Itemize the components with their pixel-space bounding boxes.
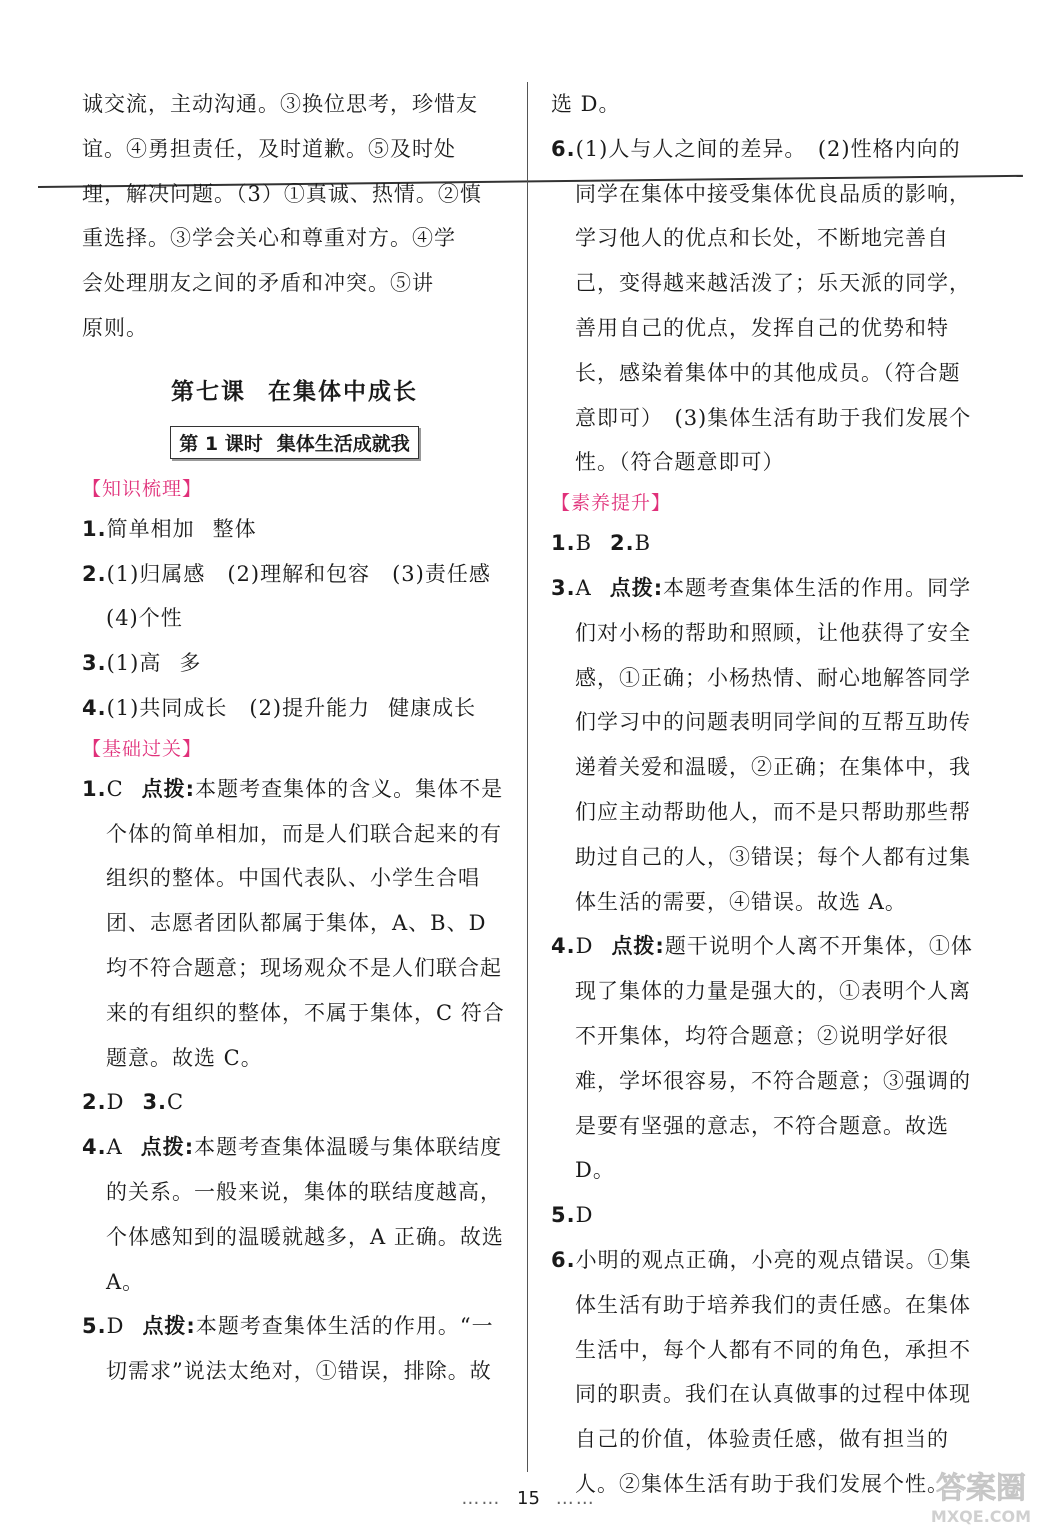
section-heading [82, 426, 507, 459]
basic-item-5: 5.D 点拨:本题考查集体生活的作用。“一切需求”说法太绝对，①错误，排除。故 [82, 1314, 494, 1384]
improve-item-6: 6.小明的观点正确，小亮的观点错误。①集体生活有助于培养我们的责任感。在集体生活中，每个人都有不同的角色，承担不同的职责。我们在认真做事的过程中体现自己的价值，体验责任感，做有担当的人。②集体生活有助于我们发展个性。 [551, 1247, 972, 1496]
knowledge-item-3: 3.(1)高 多 [82, 651, 202, 676]
basic-item-6: 6.(1)人与人之间的差异。 (2)性格内向的同学在集体中接受集体优良品质的影响，学习他人的优点和长处，不断地完善自己，变得越来越活泼了；乐天派的同学，善用自己的优点，发挥自己的优势和特长，感染着集体中的其他成员。（符合题意即可） (3)集体生活有助于我们发展个性。（符合题意即可） [551, 136, 972, 475]
continued-text-line-5: 会处理朋友之间的矛盾和冲突。⑤讲 [82, 271, 434, 296]
improve-item-3: 3.A 点拨:本题考查集体生活的作用。同学们对小杨的帮助和照顾，让他获得了安全感，①正确；小杨热情、耐心地解答同学们学习中的问题表明同学间的互帮互助传递着关爱和温暖，②正确；在集体中，我们应主动帮助他人，而不是只帮助那些帮助过自己的人，③错误；每个人都有过集体生活的需要，④错误。故选 A。 [551, 575, 972, 914]
section-period: 第 1 课时 [179, 432, 263, 455]
page-footer [0, 1488, 1057, 1509]
continued-text-line-3: 理，解决问题。（3）①真诚、热情。②慎 [82, 181, 482, 206]
continued-text-line-6: 原则。 [82, 315, 148, 340]
continued-text-line-1: 诚交流，主动沟通。③换位思考，珍惜友 [82, 92, 478, 116]
basic-item-2-3: 2.D 3.C [82, 1090, 185, 1115]
page-number: 15 [517, 1488, 540, 1509]
improve-item-4: 4.D 点拨:题干说明个人离不开集体，①体现了集体的力量是强大的，①表明个人离不开集体，均符合题意；②说明学好很难，学坏很容易，不符合题意；③强调的是要有坚强的意志，不符合题意。故选 D。 [551, 934, 973, 1183]
basic-item-4: 4.A 点拨:本题考查集体温暖与集体联结度的关系。一般来说，集体的联结度越高，个体感知到的温暖就越多，A 正确。故选 A。 [82, 1135, 504, 1294]
knowledge-item-2: 2.(1)归属感 (2)理解和包容 (3)责任感 (4)个性 [82, 561, 491, 631]
section-name: 集体生活成就我 [276, 432, 410, 455]
footer-dots-left: …… [461, 1488, 502, 1509]
knowledge-item-1: 1.简单相加 整体 [82, 516, 257, 541]
continued-text-line-2: 谊。④勇担责任，及时道歉。⑤及时处 [82, 136, 456, 161]
knowledge-item-4: 4.(1)共同成长 (2)提升能力 健康成长 [82, 695, 477, 720]
tag-knowledge: 【知识梳理】 [82, 477, 203, 500]
footer-dots-right: …… [555, 1488, 596, 1509]
continued-text-line-4: 重选择。③学会关心和尊重对方。④学 [82, 226, 456, 251]
column-divider [527, 82, 528, 1472]
watermark-logo [917, 1460, 1045, 1530]
watermark-logo-icon [917, 1460, 1045, 1530]
section-box [170, 426, 418, 459]
tag-improve: 【素养提升】 [551, 492, 672, 515]
left-column [82, 82, 507, 1394]
watermark-top-text: 答案圈 [936, 1471, 1026, 1506]
lesson-number: 第七课 [171, 378, 246, 405]
improve-item-5: 5.D [551, 1203, 594, 1228]
improve-item-1-2: 1.B 2.B [551, 531, 652, 556]
tag-basic: 【基础过关】 [82, 737, 203, 760]
continued-answer: 选 D。 [551, 92, 621, 116]
lesson-name: 在集体中成长 [268, 378, 418, 405]
basic-item-1: 1.C 点拨:本题考查集体的含义。集体不是个体的简单相加，而是人们联合起来的有组织的整体。中国代表队、小学生合唱团、志愿者团队都属于集体，A、B、D 均不符合题意；现场观众不是人们联合起来的有组织的整体，不属于集体，C 符合题意。故选 C。 [82, 776, 505, 1070]
lesson-title [82, 373, 507, 406]
right-column [551, 82, 976, 1507]
watermark-bottom-text: MXQE.COM [930, 1507, 1032, 1526]
